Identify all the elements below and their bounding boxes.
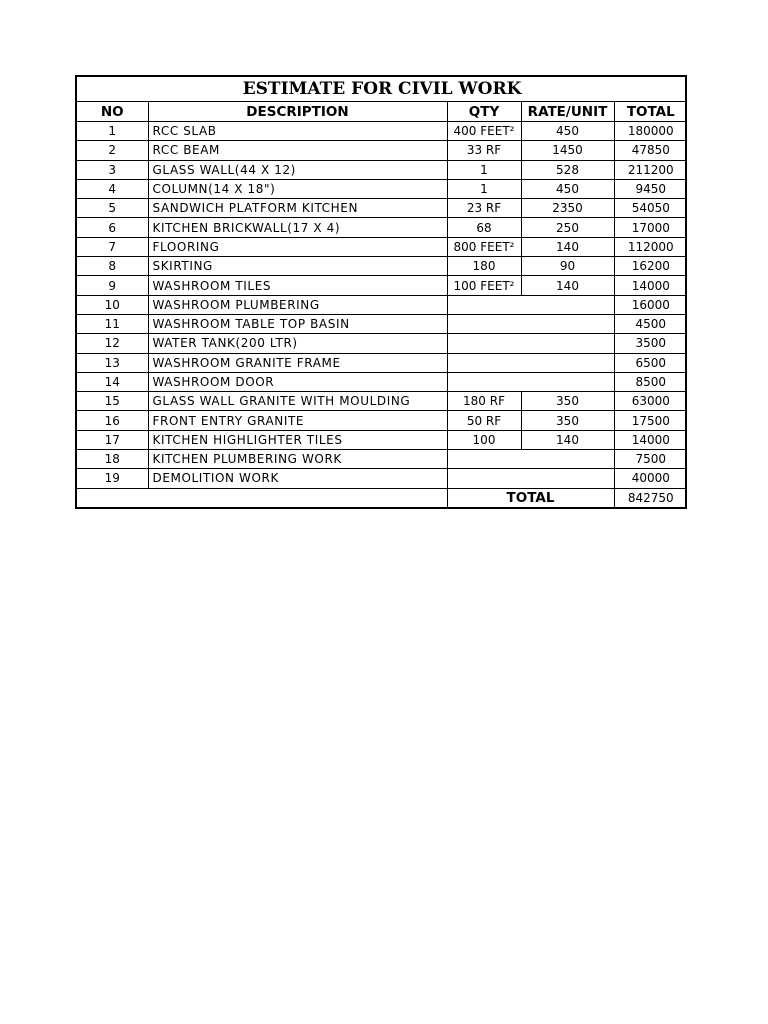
row-rate: 350 <box>521 392 614 411</box>
table-row <box>77 141 687 160</box>
row-no: 7 <box>77 237 148 256</box>
row-qty-rate-merged <box>447 372 614 391</box>
total-row-blank <box>77 488 447 507</box>
row-rate: 140 <box>521 430 614 449</box>
header-row <box>77 102 687 122</box>
row-rate: 140 <box>521 276 614 295</box>
row-qty: 800 FEET² <box>447 237 521 256</box>
row-description: GLASS WALL(44 X 12) <box>148 160 447 179</box>
table-row <box>77 411 687 430</box>
row-qty: 1 <box>447 160 521 179</box>
row-description: WASHROOM TILES <box>148 276 447 295</box>
row-total: 54050 <box>614 199 687 218</box>
table-row <box>77 353 687 372</box>
row-no: 6 <box>77 218 148 237</box>
row-rate: 450 <box>521 179 614 198</box>
table-row <box>77 218 687 237</box>
row-rate: 250 <box>521 218 614 237</box>
row-description: WASHROOM TABLE TOP BASIN <box>148 314 447 333</box>
row-qty-rate-merged <box>447 295 614 314</box>
estimate-body <box>77 122 687 507</box>
row-no: 9 <box>77 276 148 295</box>
row-description: RCC BEAM <box>148 141 447 160</box>
row-qty: 33 RF <box>447 141 521 160</box>
row-description: SKIRTING <box>148 257 447 276</box>
row-total: 63000 <box>614 392 687 411</box>
row-no: 17 <box>77 430 148 449</box>
row-no: 13 <box>77 353 148 372</box>
table-row <box>77 469 687 488</box>
row-qty: 180 RF <box>447 392 521 411</box>
row-no: 19 <box>77 469 148 488</box>
row-total: 8500 <box>614 372 687 391</box>
estimate-title: ESTIMATE FOR CIVIL WORK <box>77 77 687 102</box>
row-description: GLASS WALL GRANITE WITH MOULDING <box>148 392 447 411</box>
row-total: 112000 <box>614 237 687 256</box>
table-row <box>77 237 687 256</box>
row-description: KITCHEN BRICKWALL(17 X 4) <box>148 218 447 237</box>
estimate-sheet <box>75 75 687 509</box>
table-row <box>77 295 687 314</box>
header-description: DESCRIPTION <box>148 102 447 122</box>
row-no: 18 <box>77 450 148 469</box>
row-total: 16200 <box>614 257 687 276</box>
row-description: FRONT ENTRY GRANITE <box>148 411 447 430</box>
row-qty-rate-merged <box>447 353 614 372</box>
row-rate: 140 <box>521 237 614 256</box>
row-no: 12 <box>77 334 148 353</box>
row-description: RCC SLAB <box>148 122 447 141</box>
row-no: 4 <box>77 179 148 198</box>
row-qty: 1 <box>447 179 521 198</box>
row-rate: 528 <box>521 160 614 179</box>
table-row <box>77 257 687 276</box>
table-row <box>77 392 687 411</box>
row-no: 5 <box>77 199 148 218</box>
table-row <box>77 334 687 353</box>
row-no: 8 <box>77 257 148 276</box>
row-total: 16000 <box>614 295 687 314</box>
row-qty-rate-merged <box>447 469 614 488</box>
table-row <box>77 160 687 179</box>
row-total: 3500 <box>614 334 687 353</box>
row-description: WATER TANK(200 LTR) <box>148 334 447 353</box>
grand-total-value: 842750 <box>614 488 687 507</box>
title-row <box>77 77 687 102</box>
row-total: 9450 <box>614 179 687 198</box>
row-rate: 2350 <box>521 199 614 218</box>
row-no: 2 <box>77 141 148 160</box>
row-total: 6500 <box>614 353 687 372</box>
row-rate: 90 <box>521 257 614 276</box>
header-rate: RATE/UNIT <box>521 102 614 122</box>
row-no: 11 <box>77 314 148 333</box>
row-qty-rate-merged <box>447 334 614 353</box>
row-rate: 1450 <box>521 141 614 160</box>
row-description: KITCHEN PLUMBERING WORK <box>148 450 447 469</box>
table-row <box>77 276 687 295</box>
row-description: KITCHEN HIGHLIGHTER TILES <box>148 430 447 449</box>
table-row <box>77 122 687 141</box>
row-total: 14000 <box>614 276 687 295</box>
row-qty: 400 FEET² <box>447 122 521 141</box>
row-qty: 100 <box>447 430 521 449</box>
row-description: COLUMN(14 X 18") <box>148 179 447 198</box>
row-no: 10 <box>77 295 148 314</box>
row-description: FLOORING <box>148 237 447 256</box>
row-no: 16 <box>77 411 148 430</box>
row-qty: 68 <box>447 218 521 237</box>
row-description: DEMOLITION WORK <box>148 469 447 488</box>
row-qty-rate-merged <box>447 314 614 333</box>
row-description: WASHROOM DOOR <box>148 372 447 391</box>
row-no: 14 <box>77 372 148 391</box>
total-row <box>77 488 687 507</box>
table-row <box>77 199 687 218</box>
header-total: TOTAL <box>614 102 687 122</box>
row-total: 211200 <box>614 160 687 179</box>
table-row <box>77 314 687 333</box>
row-qty-rate-merged <box>447 450 614 469</box>
row-total: 17500 <box>614 411 687 430</box>
row-description: WASHROOM PLUMBERING <box>148 295 447 314</box>
row-total: 180000 <box>614 122 687 141</box>
row-total: 47850 <box>614 141 687 160</box>
row-description: SANDWICH PLATFORM KITCHEN <box>148 199 447 218</box>
row-qty: 23 RF <box>447 199 521 218</box>
row-qty: 50 RF <box>447 411 521 430</box>
row-total: 7500 <box>614 450 687 469</box>
row-total: 14000 <box>614 430 687 449</box>
table-row <box>77 179 687 198</box>
row-total: 4500 <box>614 314 687 333</box>
table-row <box>77 430 687 449</box>
row-no: 1 <box>77 122 148 141</box>
header-no: NO <box>77 102 148 122</box>
header-qty: QTY <box>447 102 521 122</box>
table-row <box>77 372 687 391</box>
row-rate: 350 <box>521 411 614 430</box>
row-description: WASHROOM GRANITE FRAME <box>148 353 447 372</box>
row-rate: 450 <box>521 122 614 141</box>
estimate-table <box>77 77 687 507</box>
row-total: 40000 <box>614 469 687 488</box>
row-qty: 180 <box>447 257 521 276</box>
row-total: 17000 <box>614 218 687 237</box>
row-no: 3 <box>77 160 148 179</box>
table-row <box>77 450 687 469</box>
row-no: 15 <box>77 392 148 411</box>
grand-total-label: TOTAL <box>447 488 614 507</box>
row-qty: 100 FEET² <box>447 276 521 295</box>
